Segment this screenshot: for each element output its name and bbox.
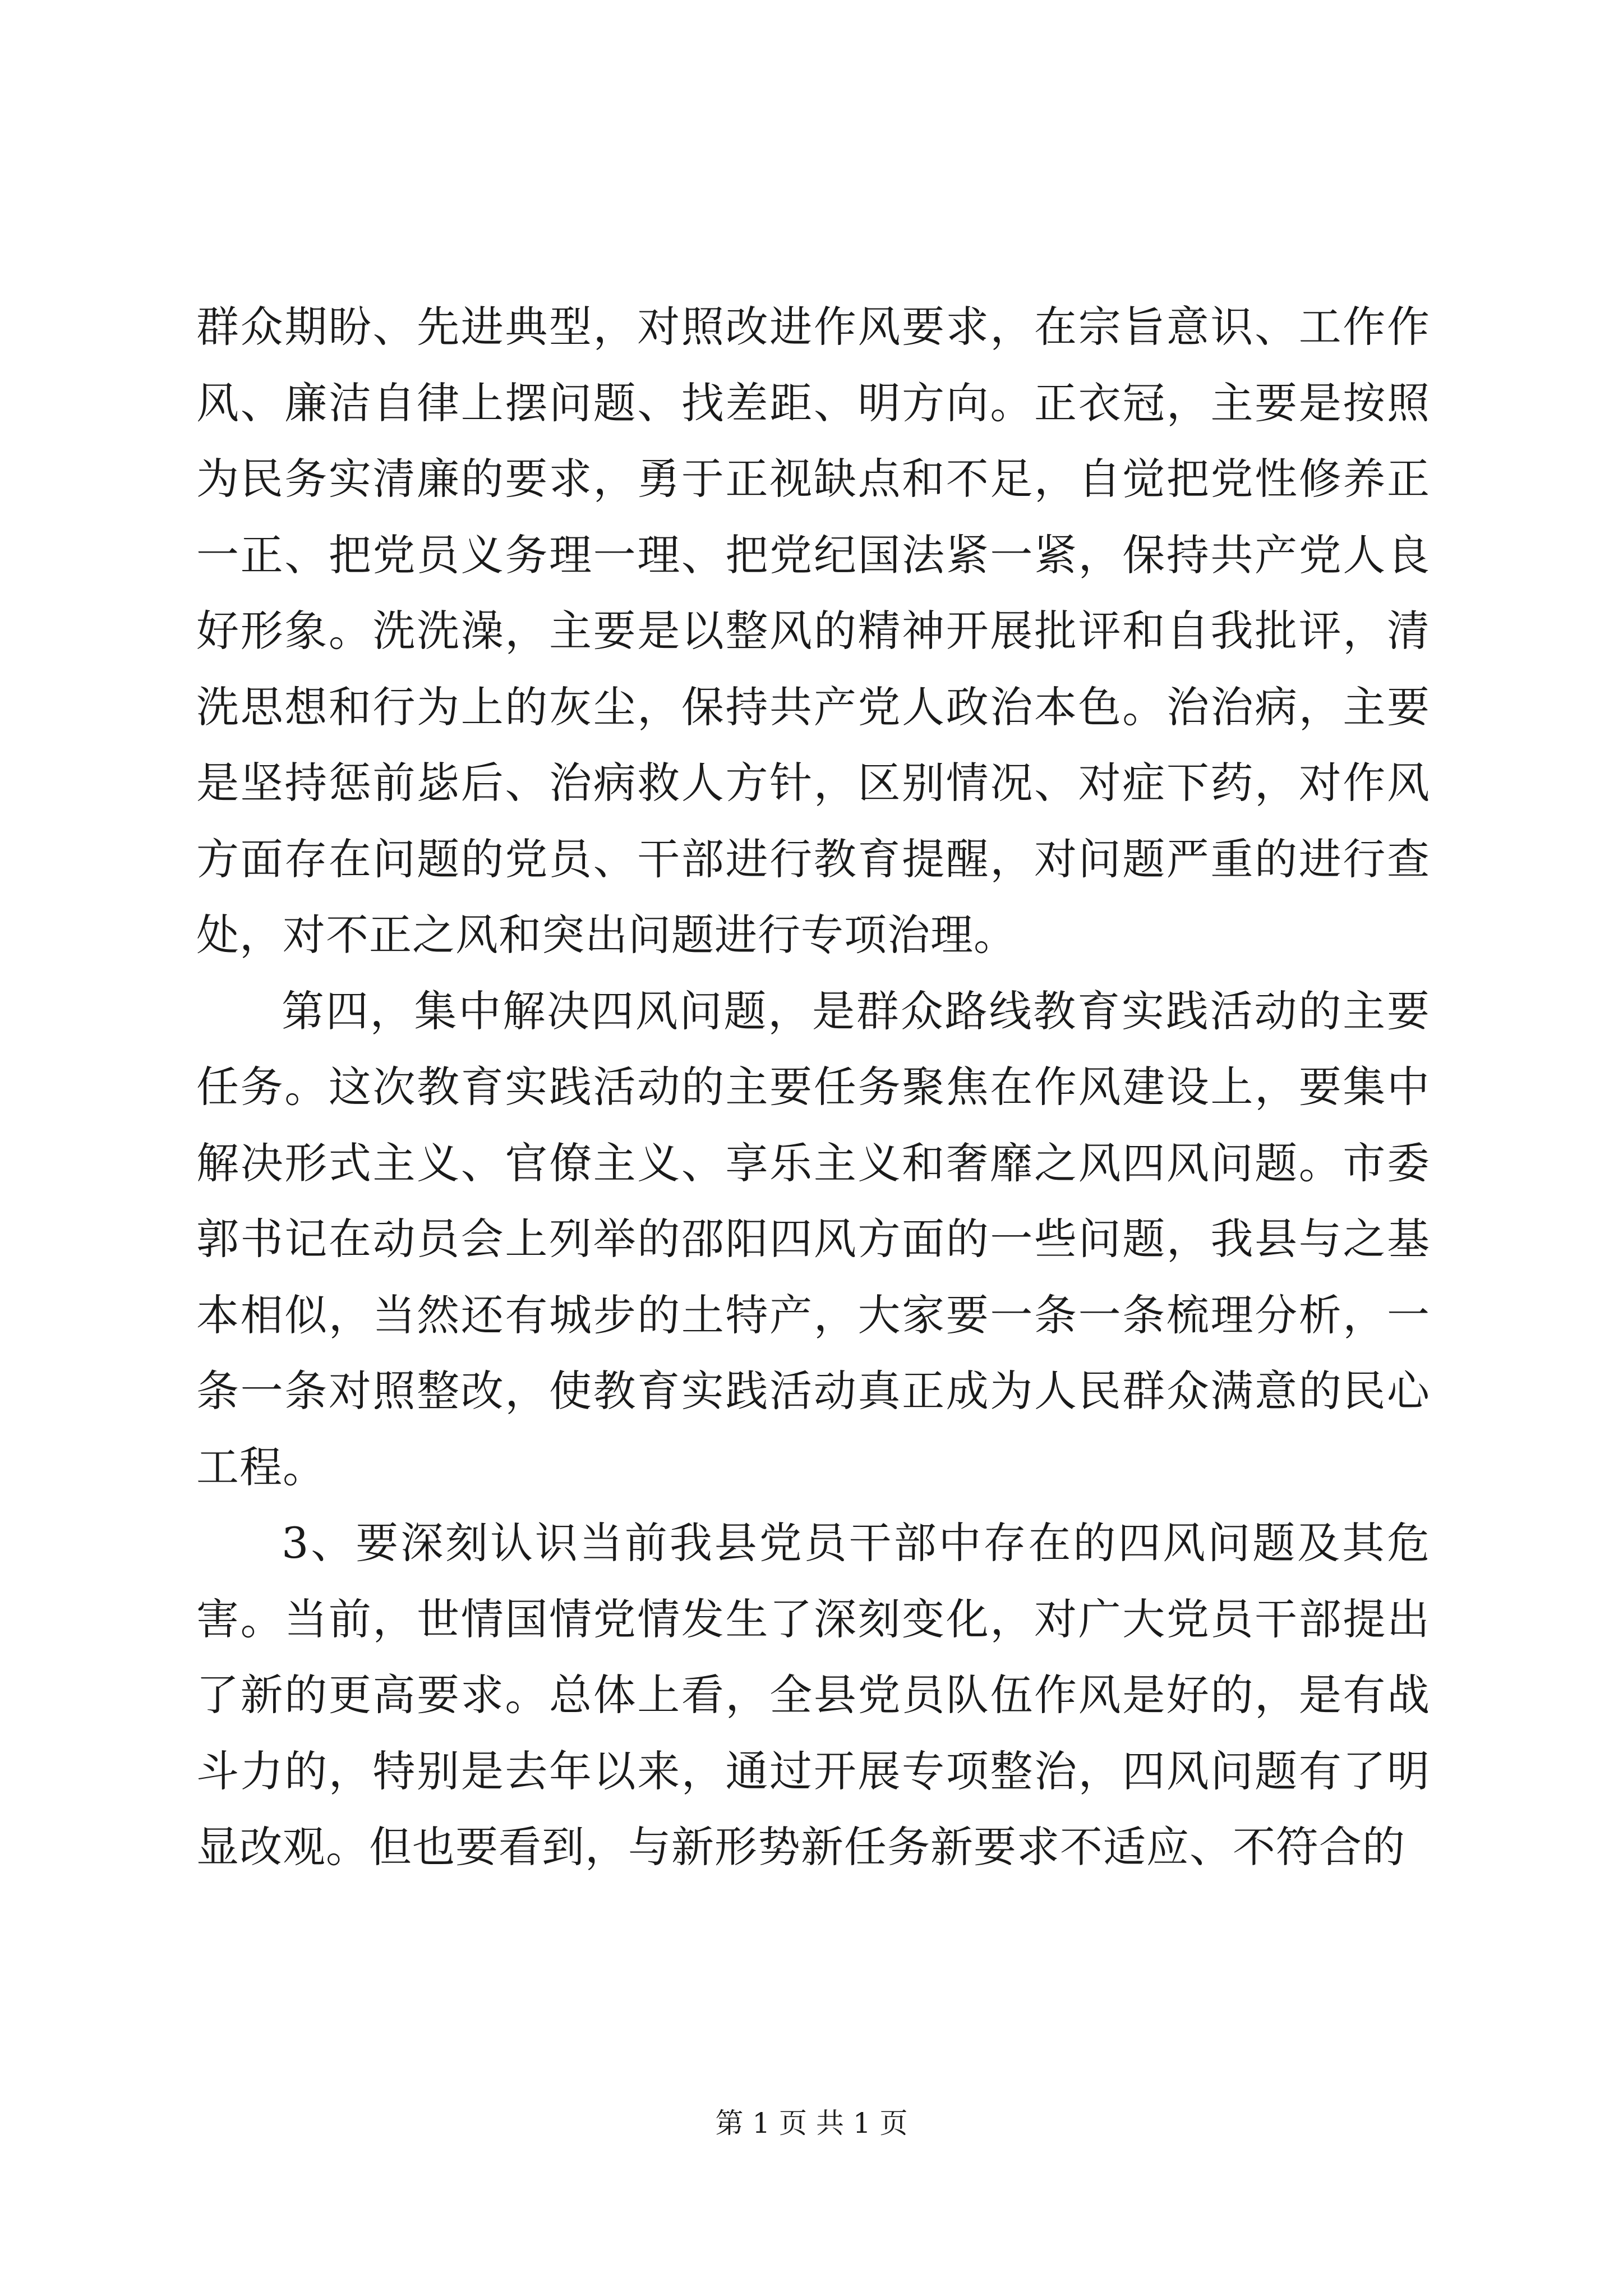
- page-footer: [0, 2106, 1623, 2140]
- paragraph-3: 3、要深刻认识当前我县党员干部中存在的四风问题及其危害。当前，世情国情党情发生了深刻变化，对广大党员干部提出了新的更高要求。总体上看，全县党员队伍作风是好的，是有战斗力的，特别是去年以来，通过开展专项整治，四风问题有了明显改观。但也要看到，与新形势新任务新要求不适应、不符合的: [196, 1518, 1430, 1872]
- page-number-label: 第 1 页 共 1 页: [715, 2107, 908, 2139]
- paragraph-2: 第四，集中解决四风问题，是群众路线教育实践活动的主要任务。这次教育实践活动的主要任务聚焦在作风建设上，要集中解决形式主义、官僚主义、享乐主义和奢靡之风四风问题。市委郭书记在动员会上列举的邵阳四风方面的一些问题，我县与之基本相似，当然还有城步的土特产，大家要一条一条梳理分析，一条一条对照整改，使教育实践活动真正成为人民群众满意的民心工程。: [196, 986, 1430, 1492]
- document-body: [196, 289, 1430, 1885]
- paragraph-1: 群众期盼、先进典型，对照改进作风要求，在宗旨意识、工作作风、廉洁自律上摆问题、找差距、明方向。正衣冠，主要是按照为民务实清廉的要求，勇于正视缺点和不足，自觉把党性修养正一正、把党员义务理一理、把党纪国法紧一紧，保持共产党人良好形象。洗洗澡，主要是以整风的精神开展批评和自我批评，清洗思想和行为上的灰尘，保持共产党人政治本色。治治病，主要是坚持惩前毖后、治病救人方针，区别情况、对症下药，对作风方面存在问题的党员、干部进行教育提醒，对问题严重的进行查处，对不正之风和突出问题进行专项治理。: [196, 302, 1430, 960]
